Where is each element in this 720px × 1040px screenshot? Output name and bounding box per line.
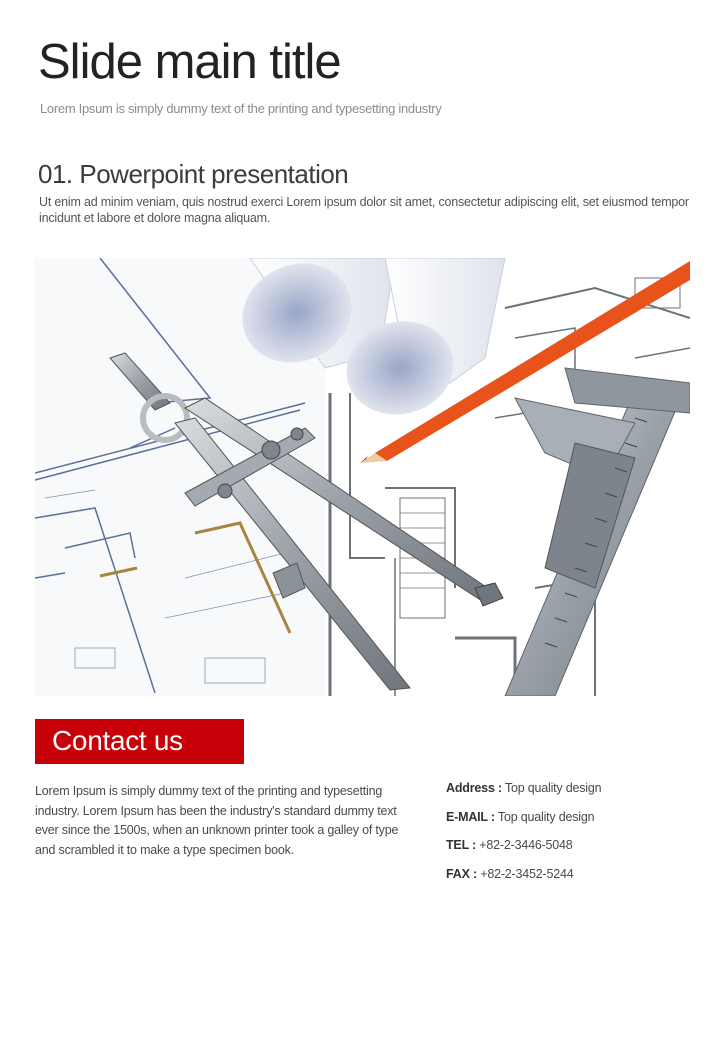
contact-email-label: E-MAIL : — [446, 809, 495, 824]
contact-fax-label: FAX : — [446, 866, 477, 881]
contact-tel-row — [446, 838, 706, 867]
contact-description: Lorem Ipsum is simply dummy text of the printing and typesetting industry. Lorem Ipsum has been the industry's standard dummy text ever since the 1500s, when an unknown printer took a galley of type and scrambled it to make a type specimen book. — [35, 784, 399, 857]
contact-tel-value: +82-2-3446-5048 — [476, 838, 573, 852]
section-body-text: Ut enim ad minim veniam, quis nostrud exerci Lorem ipsum dolor sit amet, consectetur adipiscing elit, set eiusmod tempor incidunt et labore et dolore magna aliquam. — [39, 195, 689, 225]
contact-address-row — [446, 781, 706, 810]
contact-header-bar — [35, 719, 244, 764]
blueprint-tools-illustration — [35, 258, 690, 696]
contact-tel-label: TEL : — [446, 838, 477, 852]
hero-image — [35, 258, 690, 696]
contact-title: Contact us — [52, 725, 183, 756]
contact-info-list — [446, 781, 706, 895]
slide-main-title: Slide main title — [38, 35, 341, 89]
slide-subtitle: Lorem Ipsum is simply dummy text of the printing and typesetting industry — [40, 101, 442, 116]
section-title: 01. Powerpoint presentation — [38, 159, 349, 189]
contact-fax-value: +82-2-3452-5244 — [476, 866, 574, 881]
contact-fax-row — [446, 867, 706, 896]
contact-email-value: Top quality design — [494, 809, 595, 824]
contact-email-row — [446, 810, 706, 839]
contact-address-label: Address : — [446, 781, 502, 795]
contact-address-value: Top quality design — [501, 781, 602, 795]
